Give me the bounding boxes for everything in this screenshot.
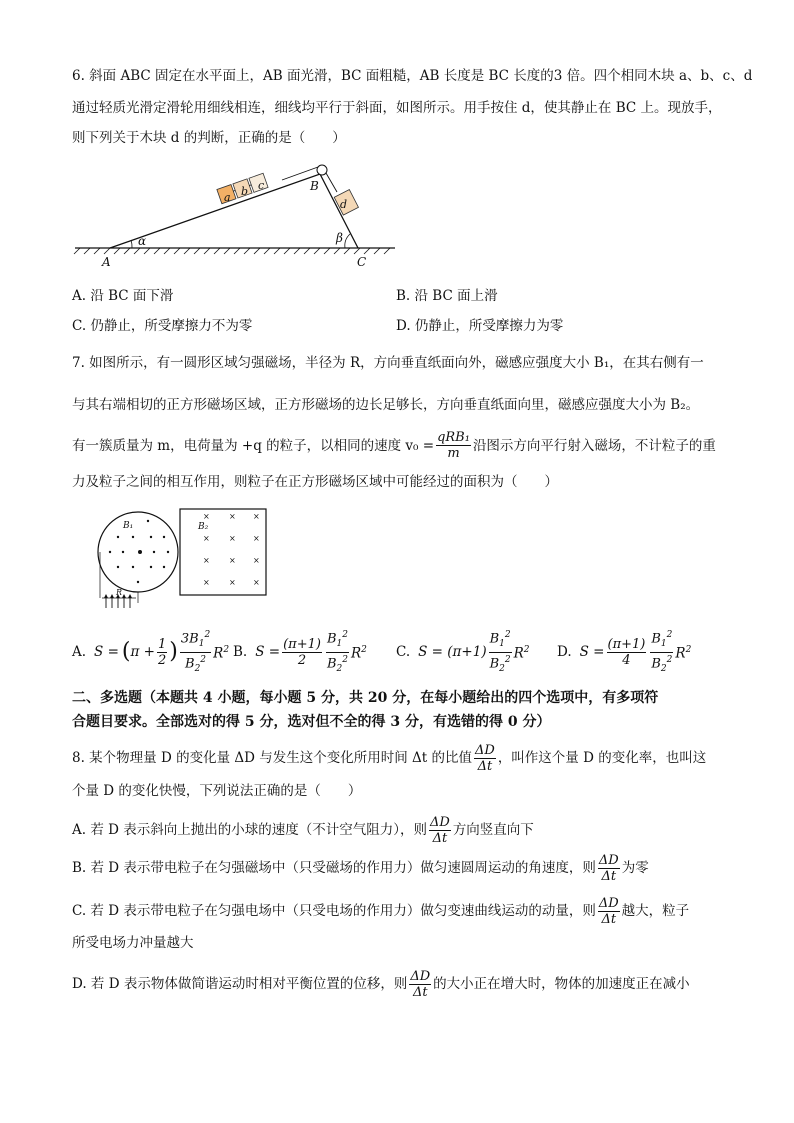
svg-text:d: d	[340, 198, 348, 211]
q8-option-a-start: A. 若 D 表示斜向上抛出的小球的速度（不计空气阻力），则	[72, 822, 427, 838]
svg-text:B₁: B₁	[123, 521, 134, 531]
q8-option-d-fraction-den: Δt	[412, 984, 428, 1000]
svg-text:×: ×	[253, 534, 260, 543]
q8-option-d	[72, 966, 690, 1002]
svg-text:×: ×	[203, 578, 210, 587]
q8-option-b-fraction-num: ΔD	[598, 852, 619, 868]
q8-option-d-start: D. 若 D 表示物体做简谐运动时相对平衡位置的位移，则	[72, 976, 408, 992]
q7-line-1: 7. 如图所示，有一圆形区域匀强磁场，半径为 R，方向垂直纸面向外，磁感应强度大小 B₁，在其右侧有一	[72, 355, 704, 371]
q6-line-3: 则下列关于木块 d 的判断，正确的是（ ）	[72, 130, 346, 146]
v0-fraction	[436, 430, 471, 461]
section-2-heading-cont: 合题目要求。全部选对的得 5 分，选对但不全的得 3 分，有选错的得 0 分）	[72, 714, 551, 730]
svg-text:×: ×	[229, 578, 236, 587]
q8-option-c	[72, 893, 689, 929]
q8-option-c-fraction-num: ΔD	[598, 895, 619, 911]
svg-text:c: c	[258, 179, 265, 192]
incline-figure	[70, 160, 400, 272]
q8-option-c-fraction	[598, 896, 620, 927]
q8-option-b-end: 为零	[621, 860, 649, 876]
rate-fraction	[474, 743, 496, 774]
q8-option-a-fraction	[429, 815, 451, 846]
q8-option-d-end: 的大小正在增大时，物体的加速度正在减小	[433, 976, 690, 992]
svg-text:α: α	[138, 234, 147, 248]
svg-text:×: ×	[229, 534, 236, 543]
q7-line-3	[72, 430, 716, 461]
svg-text:×: ×	[253, 556, 260, 565]
q8-option-b-fraction-den: Δt	[601, 868, 617, 884]
q7-option-d: D. S = $\frac{(\pi+1)}{4}$ $\frac{B_1^2}{B_2^2}$ $R^2$	[557, 629, 692, 674]
q8-option-b-start: B. 若 D 表示带电粒子在匀强磁场中（只受磁场的作用力）做匀速圆周运动的角速度，则	[72, 860, 596, 876]
q7-option-d-label: D.	[557, 644, 572, 660]
q7-option-c-label: C.	[396, 644, 411, 660]
svg-text:B₂: B₂	[198, 522, 209, 532]
svg-text:×: ×	[203, 534, 210, 543]
rate-numerator: ΔD	[475, 742, 495, 758]
q8-option-c-fraction-den: Δt	[601, 911, 617, 927]
svg-text:β: β	[336, 231, 343, 245]
svg-text:×: ×	[229, 512, 236, 521]
q8-option-b	[72, 850, 649, 886]
magnetic-field-figure	[96, 503, 272, 615]
q7-option-b: B. S = $\frac{(\pi+1)}{2}$ $\frac{B_1^2}{B_2^2}$ $R^2$	[233, 629, 367, 674]
svg-text:×: ×	[229, 556, 236, 565]
section-2-heading: 二、多选题（本题共 4 小题，每小题 5 分，共 20 分，在每小题给出的四个选项中，有多项符	[72, 690, 659, 706]
v0-denominator: m	[447, 446, 460, 461]
svg-text:B: B	[310, 179, 319, 193]
svg-text:a: a	[224, 191, 231, 204]
svg-text:×: ×	[253, 578, 260, 587]
q8-option-a-end: 方向竖直向下	[452, 822, 534, 838]
q8-line-1	[72, 740, 706, 776]
svg-text:b: b	[241, 185, 249, 198]
q7-line-2: 与其右端相切的正方形磁场区域，正方形磁场的边长足够长，方向垂直纸面向里，磁感应强度大小为 B₂。	[72, 397, 700, 413]
svg-text:×: ×	[203, 556, 210, 565]
q7-line-4: 力及粒子之间的相互作用，则粒子在正方形磁场区域中可能经过的面积为（ ）	[72, 474, 558, 490]
q8-option-a-fraction-num: ΔD	[430, 814, 450, 830]
q8-option-d-fraction-num: ΔD	[410, 968, 431, 984]
q8-line-1-end: ，叫作这个量 D 的变化率，也叫这	[497, 750, 707, 766]
svg-text:×: ×	[253, 512, 260, 521]
q6-option-c: C. 仍静止，所受摩擦力不为零	[72, 318, 253, 334]
q8-line-2: 个量 D 的变化快慢，下列说法正确的是（ ）	[72, 783, 362, 799]
v0-numerator: qRB₁	[437, 430, 470, 445]
q6-option-b: B. 沿 BC 面上滑	[396, 288, 498, 304]
q8-option-c-start: C. 若 D 表示带电粒子在匀强电场中（只受电场的作用力）做匀变速曲线运动的动量，则	[72, 903, 596, 919]
q7-option-b-label: B.	[233, 644, 248, 660]
q6-line-1: 6. 斜面 ABC 固定在水平面上，AB 面光滑，BC 面粗糙，AB 长度是 BC 长度的3 倍。四个相同木块 a、b、c、d	[72, 68, 753, 84]
q8-option-a-fraction-den: Δt	[432, 830, 448, 846]
svg-text:C: C	[357, 255, 367, 269]
q8-option-a	[72, 812, 534, 848]
q8-option-b-fraction	[598, 853, 620, 884]
q8-option-d-fraction	[409, 969, 431, 1000]
q8-option-c-cont: 所受电场力冲量越大	[72, 935, 194, 951]
q7-line-3-end: 沿图示方向平行射入磁场，不计粒子的重	[472, 437, 716, 454]
svg-text:R: R	[116, 588, 123, 597]
svg-text:A: A	[102, 255, 111, 269]
q7-option-a-label: A.	[72, 644, 87, 660]
q7-line-3-start: 有一簇质量为 m，电荷量为 +q 的粒子，以相同的速度 v₀ =	[72, 437, 435, 454]
q7-option-c: C. S = (π+1) $\frac{B_1^2}{B_2^2}$ $R^2$	[396, 629, 530, 674]
svg-text:×: ×	[203, 512, 210, 521]
q6-line-2: 通过轻质光滑定滑轮用细线相连，细线均平行于斜面，如图所示。用手按住 d，使其静止在 BC 上。现放手，	[72, 100, 722, 116]
q6-option-d: D. 仍静止，所受摩擦力为零	[396, 318, 564, 334]
rate-denominator: Δt	[477, 758, 493, 774]
q6-option-a: A. 沿 BC 面下滑	[72, 288, 174, 304]
q7-option-a: A. S = ( π + $\frac{1}{2}$ ) $\frac{3B_1^2}{B_2^2}$ $R^2$	[72, 629, 230, 674]
q8-line-1-start: 8. 某个物理量 D 的变化量 ΔD 与发生这个变化所用时间 Δt 的比值	[72, 750, 472, 766]
q8-option-c-end: 越大，粒子	[621, 903, 690, 919]
